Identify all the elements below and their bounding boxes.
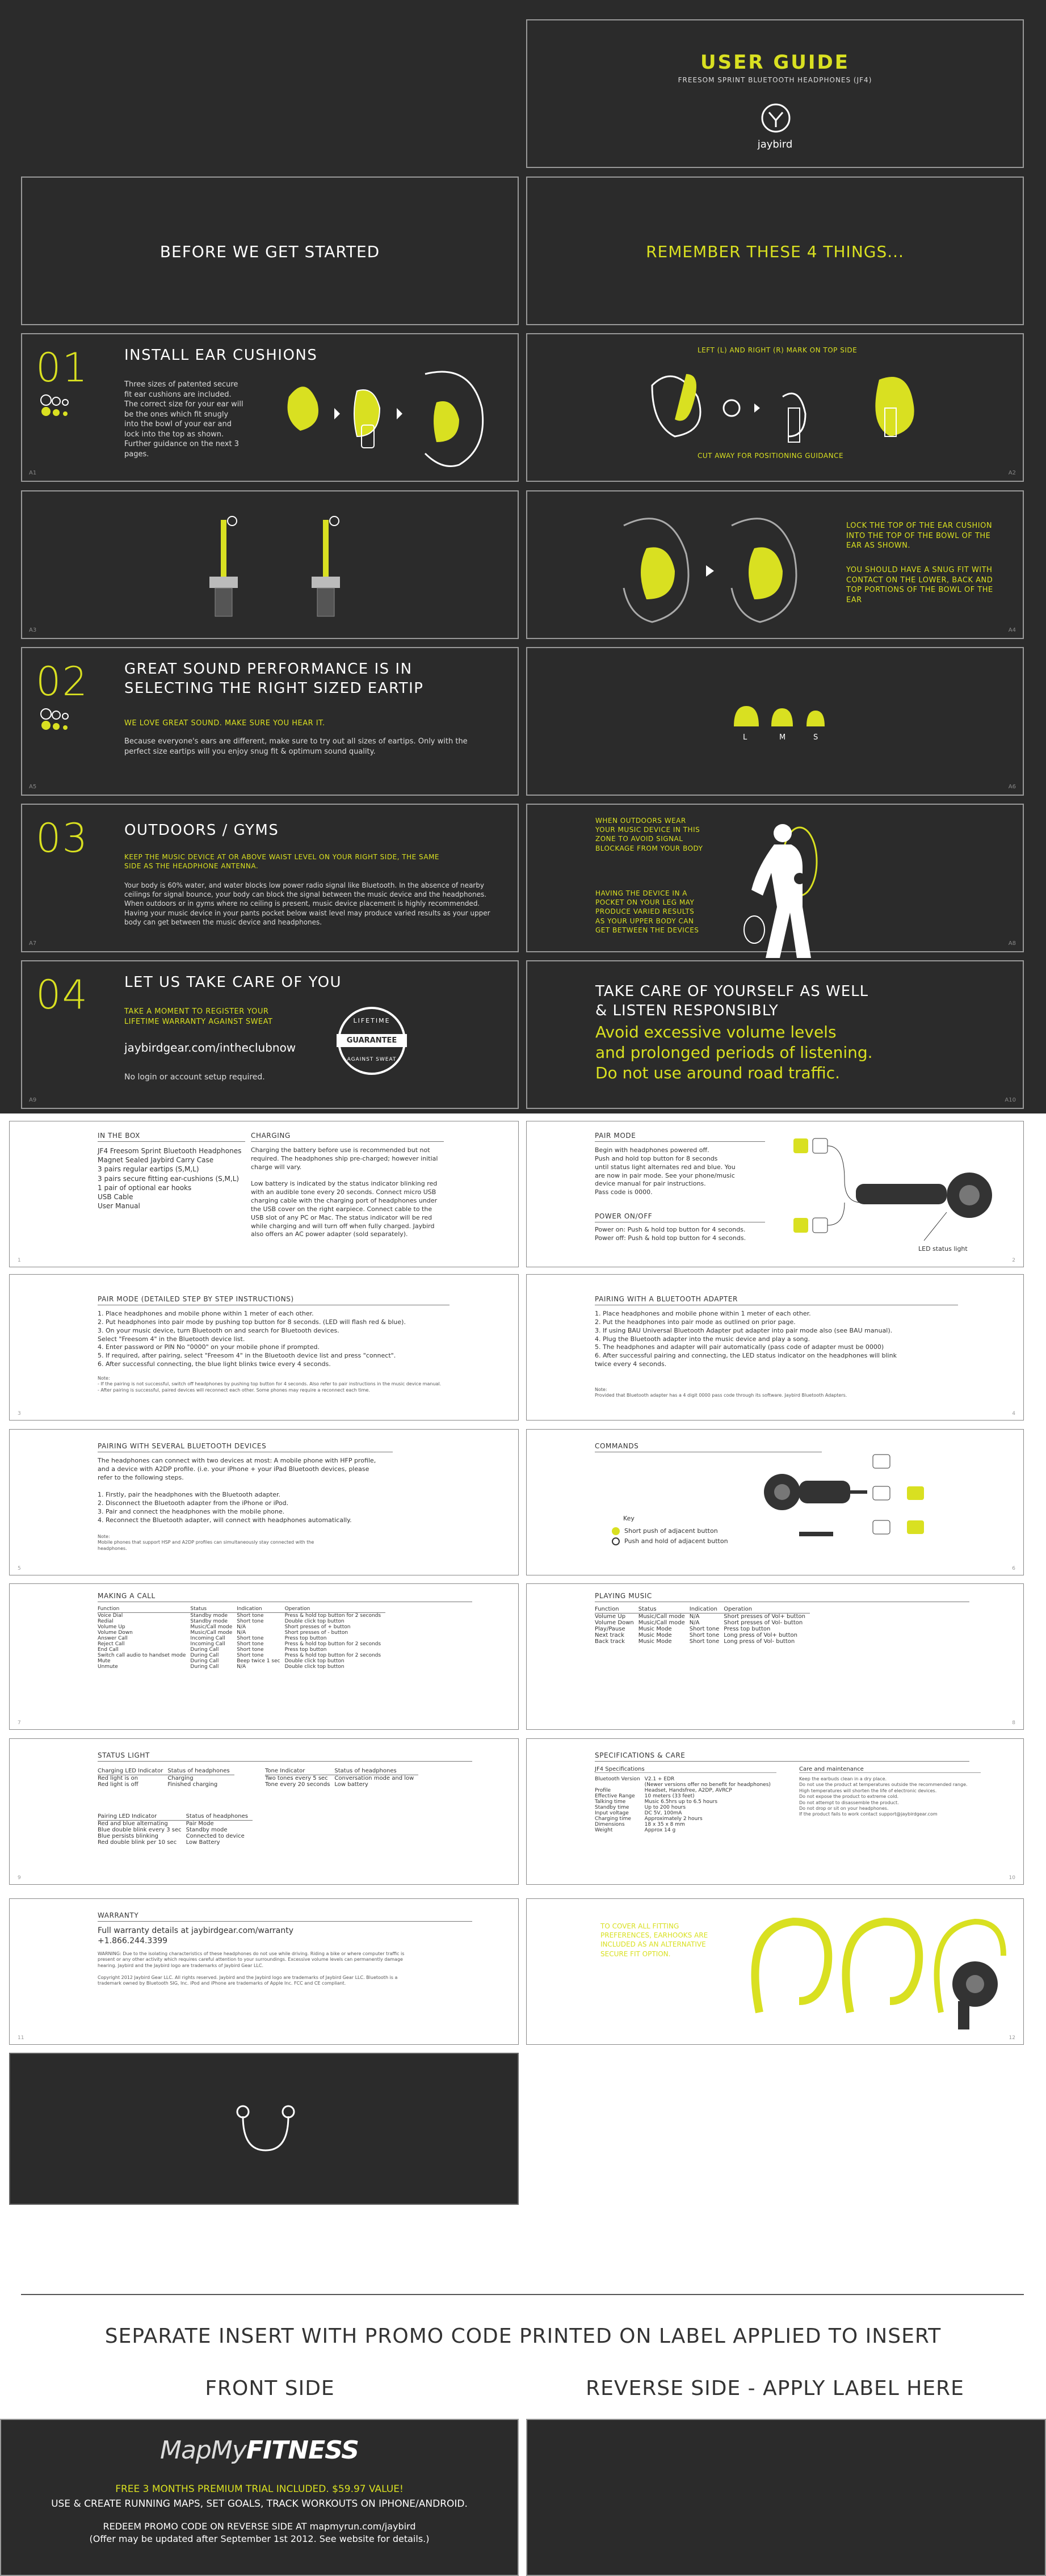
fit-note-2: YOU SHOULD HAVE A SNUG FIT WITH CONTACT ON THE LOWER, BACK AND TOP PORTIONS OF THE BOWL OF THE EAR xyxy=(846,566,993,604)
page-number: A4 xyxy=(1008,627,1016,633)
table-cell: End Call xyxy=(98,1647,119,1653)
reverse-side-label: REVERSE SIDE - APPLY LABEL HERE xyxy=(586,2377,964,2400)
table-cell: During Call xyxy=(190,1658,219,1664)
table-cell: Standby mode xyxy=(190,1619,228,1624)
section1b-panel xyxy=(21,490,519,639)
care-text: Keep the earbuds clean in a dry place. Do not use the product at temperatures outside the recommended range. High temperatures will shorten the life of electronic devices. Do not expose the product to extreme cold. Do not attempt to disassemble the product. Do not drop or sit on your headphones. If the product fails to work contact support@jaybirdgear.com xyxy=(799,1776,968,1817)
table-cell: Music Mode xyxy=(638,1638,672,1645)
col-header: Tone Indicator xyxy=(265,1767,334,1775)
table-cell: Press top button xyxy=(724,1626,771,1632)
table-cell: Answer Call xyxy=(98,1636,128,1641)
table-cell: Short presses of - button xyxy=(284,1630,348,1636)
table-row xyxy=(595,1638,810,1645)
charging-title: CHARGING xyxy=(251,1132,444,1142)
table-cell: Next track xyxy=(595,1632,624,1638)
table-cell: Bluetooth Version xyxy=(595,1776,640,1782)
table-cell: Incoming Call xyxy=(190,1641,225,1647)
table-cell: Beep twice 1 sec xyxy=(237,1658,280,1664)
fit-note-1: LOCK THE TOP OF THE EAR CUSHION INTO THE TOP OF THE BOWL OF THE EAR AS SHOWN. xyxy=(846,522,993,551)
page-number: A2 xyxy=(1008,470,1016,476)
col-header: Status of headphones xyxy=(167,1767,234,1775)
making-call-title: MAKING A CALL xyxy=(98,1592,472,1602)
table-cell: Double click top button xyxy=(284,1619,345,1624)
promo-line2: USE & CREATE RUNNING MAPS, SET GOALS, TRACK WORKOUTS ON IPHONE/ANDROID. xyxy=(51,2498,468,2510)
table-cell: Up to 200 hours xyxy=(644,1805,686,1810)
charging-led-table xyxy=(98,1767,234,1788)
earbud-side-diagram xyxy=(187,514,380,622)
table-cell: Headset, Handsfree, A2DP, AVRCP xyxy=(644,1788,732,1793)
runner-silhouette-diagram xyxy=(715,816,851,947)
page-number: 8 xyxy=(1012,1720,1015,1726)
cushion-sizes-icon xyxy=(39,390,73,418)
promo-line1: FREE 3 MONTHS PREMIUM TRIAL INCLUDED. $59.97 VALUE! xyxy=(115,2483,404,2495)
key-short-push: Short push of adjacent button xyxy=(624,1527,718,1535)
page-number: A9 xyxy=(29,1097,37,1103)
table-cell: Back track xyxy=(595,1638,625,1645)
table-cell: 10 meters (33 feet) xyxy=(644,1793,695,1799)
outdoor-note-1: WHEN OUTDOORS WEAR YOUR MUSIC DEVICE IN THIS ZONE TO AVOID SIGNAL BLOCKAGE FROM YOUR BODY xyxy=(595,817,703,852)
table-cell: Connected to device xyxy=(186,1833,245,1839)
table-cell: N/A xyxy=(237,1664,246,1670)
table-cell: Pair Mode xyxy=(186,1821,214,1827)
cover-logo-text: jaybird xyxy=(757,138,793,150)
col-header: Status xyxy=(638,1606,690,1613)
warranty-fine-print: WARNING: Due to the isolating characteristics of these headphones do not use while driving. Riding a bike or where computer traffic is present or any other activity which requires careful attention to your surroundings. Excessive volume levels can permanently damage hearing. Jaybird and the Jaybird logo are trademarks of Jaybird Gear LLC. Copyright 2012 Jaybird Gear LLC. All rights reserved. Jaybird and the Jaybird logo are trademarks of Jaybird Gear LLC. Bluetooth is a trademark owned by Bluetooth SIG, Inc. iPod and iPhone are trademarks of Apple Inc. FCC and CE compliant. xyxy=(98,1951,405,1986)
table-cell: Volume Up xyxy=(98,1624,125,1630)
table-cell: Red and blue alternating xyxy=(98,1821,168,1827)
several-devices-title: PAIRING WITH SEVERAL BLUETOOTH DEVICES xyxy=(98,1442,393,1452)
table-cell: Volume Down xyxy=(98,1630,133,1636)
responsible-line3: Avoid excessive volume levels xyxy=(595,1023,837,1041)
manual-page-4 xyxy=(526,1274,1024,1421)
table-row xyxy=(98,1630,385,1636)
remember-text: REMEMBER THESE 4 THINGS... xyxy=(646,242,904,261)
table-row xyxy=(595,1822,775,1827)
manual-page-1 xyxy=(9,1121,519,1267)
table-row xyxy=(595,1626,810,1632)
eartip-sizes-icon xyxy=(39,704,73,732)
table-cell: During Call xyxy=(190,1664,219,1670)
table-cell: During Call xyxy=(190,1647,219,1653)
playing-music-title: PLAYING MUSIC xyxy=(595,1592,969,1602)
table-row xyxy=(595,1776,775,1782)
table-row xyxy=(595,1632,810,1638)
table-cell: Red light is on xyxy=(98,1775,138,1781)
table-cell: Voice Dial xyxy=(98,1613,123,1619)
pair-detailed-note: Note: - If the pairing is not successful, switch off headphones by pushing top button for 4 seconds. Also refer to pair instructions in the music device manual. - After pairing is successful, paired devices will reconnect each other. Some phones may require a reconnect each time. xyxy=(98,1376,442,1393)
section1-title: INSTALL EAR CUSHIONS xyxy=(124,347,318,364)
section3-panel xyxy=(21,804,519,952)
page-number: A1 xyxy=(29,470,37,476)
table-cell: Music 6.5hrs up to 6.5 hours xyxy=(644,1799,718,1805)
table-cell: Short tone xyxy=(689,1638,720,1645)
col-header: Function xyxy=(98,1606,190,1613)
table-cell: Low battery xyxy=(334,1781,368,1788)
table-cell: During Call xyxy=(190,1653,219,1658)
table-cell: N/A xyxy=(237,1630,246,1636)
manual-page-9 xyxy=(9,1738,519,1885)
page-number: A3 xyxy=(29,627,37,633)
table-cell: Short tone xyxy=(237,1653,264,1658)
table-cell: Volume Up xyxy=(595,1613,626,1620)
table-cell: Press top button xyxy=(284,1647,327,1653)
tone-indicator-table xyxy=(265,1767,418,1788)
section2-panel xyxy=(21,647,519,796)
col-header: Operation xyxy=(285,1606,385,1613)
table-cell: Short tone xyxy=(237,1636,264,1641)
section1-panel xyxy=(21,333,519,482)
section1b-right-panel xyxy=(526,490,1024,639)
table-cell: Switch call audio to handset mode xyxy=(98,1653,186,1658)
page-number: A6 xyxy=(1008,784,1016,790)
cover-panel xyxy=(526,19,1024,168)
col-header: Function xyxy=(595,1606,638,1613)
manual-page-2 xyxy=(526,1121,1024,1267)
specs-table xyxy=(595,1776,775,1833)
badge-mid-text: GUARANTEE xyxy=(337,1034,407,1047)
table-cell: Reject Call xyxy=(98,1641,125,1647)
table-cell: Short tone xyxy=(689,1632,720,1638)
table-cell: Music Mode xyxy=(638,1626,672,1632)
pair-detailed-title: PAIR MODE (DETAILED STEP BY STEP INSTRUCTIONS) xyxy=(98,1295,450,1305)
section3-title: OUTDOORS / GYMS xyxy=(124,822,279,839)
jaybird-logo-icon xyxy=(759,101,793,135)
table-row xyxy=(595,1613,810,1620)
table-cell: Press & hold top button for 2 seconds xyxy=(284,1653,381,1658)
manual-page-10 xyxy=(526,1738,1024,1885)
front-side-label: FRONT SIDE xyxy=(205,2377,335,2400)
table-row xyxy=(98,1658,385,1664)
earhooks-diagram xyxy=(737,1910,1009,2035)
table-cell: V2.1 + EDR xyxy=(644,1776,675,1782)
table-cell: Music Mode xyxy=(638,1632,672,1638)
table-cell: Charging time xyxy=(595,1816,631,1822)
pairing-led-table xyxy=(98,1813,253,1846)
table-cell: Incoming Call xyxy=(190,1636,225,1641)
responsible-line1: TAKE CARE OF YOURSELF AS WELL xyxy=(595,983,869,1000)
table-cell: Music/Call mode xyxy=(638,1613,685,1620)
table-row xyxy=(595,1816,775,1822)
eartip-l-icon xyxy=(733,705,760,728)
table-cell: Effective Range xyxy=(595,1793,635,1799)
page-number: 12 xyxy=(1009,2035,1015,2041)
table-cell: Weight xyxy=(595,1827,613,1833)
pair-mode-text: Begin with headphones powered off. Push and hold top button for 8 seconds until status light alternates red and blue. You are now in pair mode. See your phone/music device manual for pair instructions. Pass code is 0000. xyxy=(595,1146,736,1196)
several-devices-intro: The headphones can connect with two devices at most: A mobile phone with HFP profile, and a device with A2DP profile. (i.e. your iPhone + your iPad Bluetooth devices, please refer to the following steps. xyxy=(98,1457,376,1481)
table-cell: Standby mode xyxy=(186,1827,228,1833)
eartip-s-icon xyxy=(805,709,826,728)
adapter-steps: 1. Place headphones and mobile phone within 1 meter of each other. 2. Put the headphones into pair mode as outlined on prior page. 3. If using BAU Universal Bluetooth Adapter put adapter into pair mode also (see BAU manual). 4. Plug the Bluetooth adapter into the music device and play a song. 5. The headphones and adapter will pair automatically (pass code of adapter must be 0000) 6. After successful pairing and connecting, the LED status indicator on the headphones will blink twice every 4 seconds. xyxy=(595,1310,897,1368)
page-number: A8 xyxy=(1008,940,1016,947)
section3-number: 03 xyxy=(36,815,89,862)
promo-line4: (Offer may be updated after September 1st 2012. See website for details.) xyxy=(89,2533,430,2544)
ear-fit-diagram xyxy=(612,509,817,628)
section3-right-panel xyxy=(526,804,1024,952)
specs-title: SPECIFICATIONS & CARE xyxy=(595,1751,969,1762)
col-header: Status xyxy=(190,1606,237,1613)
insert-front-panel xyxy=(0,2419,519,2576)
charging-text: Charging the battery before use is recommended but not required. The headphones ship pre-charged; however initial charge will vary. Low battery is indicated by the status indicator blinking red with an audible tone every 20 seconds. Connect micro USB charging cable with the charging port of headphones under the USB cover on the right earpiece. Connect cable to the USB slot of any PC or Mac. The status indicator will be red while charging and will turn off when fully charged. Jaybird also offers an AC power adapter (sold separately). xyxy=(251,1146,438,1238)
insert-title: SEPARATE INSERT WITH PROMO CODE PRINTED ON LABEL APPLIED TO INSERT xyxy=(104,2325,942,2348)
table-cell: Double click top button xyxy=(284,1658,345,1664)
table-cell: Low Battery xyxy=(186,1839,220,1846)
mapmyfitness-logo xyxy=(1,2436,518,2465)
table-cell: Standby time xyxy=(595,1805,629,1810)
status-light-title: STATUS LIGHT xyxy=(98,1751,472,1762)
insert-divider xyxy=(21,2294,1024,2295)
manual-page-11 xyxy=(9,1898,519,2045)
table-row xyxy=(98,1624,385,1630)
playing-music-table xyxy=(595,1606,810,1645)
pair-detailed-steps: 1. Place headphones and mobile phone within 1 meter of each other. 2. Put headphones into pair mode by pushing top button for 8 seconds. (LED will flash red & blue). 3. On your music device, turn Bluetooth on and search for Bluetooth devices. Select "Freesom 4" in the Bluetooth device list. 4. Enter password or PIN No "0000" on your mobile phone if prompted. 5. If required, after pairing, select "Freesom 4" in the Bluetooth device list and press "connect". 6. After successful connecting, the blue light blinks twice every 4 seconds. xyxy=(98,1310,406,1368)
table-row xyxy=(98,1641,385,1647)
table-cell: Short tone xyxy=(689,1626,720,1632)
table-cell: Short tone xyxy=(237,1619,264,1624)
page-number: 7 xyxy=(18,1720,21,1726)
push-hold-icon xyxy=(612,1537,620,1545)
section4-sub-line2: LIFETIME WARRANTY AGAINST SWEAT xyxy=(124,1018,273,1026)
manual-page-12 xyxy=(526,1898,1024,2045)
badge-top-text: LIFETIME xyxy=(353,1017,390,1024)
section4-number: 04 xyxy=(36,972,89,1018)
section1-right-panel xyxy=(526,333,1024,482)
power-title: POWER ON/OFF xyxy=(595,1212,765,1222)
page-number: 11 xyxy=(18,2035,24,2041)
responsible-line4: and prolonged periods of listening. xyxy=(595,1043,873,1062)
section2-subtitle: WE LOVE GREAT SOUND. MAKE SURE YOU HEAR IT. xyxy=(124,719,325,728)
earhooks-text: TO COVER ALL FITTING PREFERENCES, EARHOOKS ARE INCLUDED AS AN ALTERNATIVE SECURE FIT OPTION. xyxy=(600,1922,708,1958)
key-push-hold: Push and hold of adjacent button xyxy=(624,1537,728,1545)
size-label-s: S xyxy=(813,733,818,742)
section4-sub-line1: TAKE A MOMENT TO REGISTER YOUR xyxy=(124,1007,269,1016)
several-devices-note: Note: Mobile phones that support HSP and A2DP profiles can simultaneously stay connected with the headphones. xyxy=(98,1534,314,1551)
table-row xyxy=(595,1827,775,1833)
page-number: A7 xyxy=(29,940,37,947)
page-number: A5 xyxy=(29,784,37,790)
in-the-box-title: IN THE BOX xyxy=(98,1132,245,1142)
commands-key-label: Key xyxy=(623,1515,635,1522)
manual-page-6 xyxy=(526,1429,1024,1575)
table-cell: Short presses of Vol- button xyxy=(724,1620,803,1626)
section4-panel xyxy=(21,960,519,1109)
table-cell: (Newer versions offer no benefit for headphones) xyxy=(644,1782,771,1788)
page-number: 6 xyxy=(1012,1566,1015,1571)
page-number: A10 xyxy=(1005,1097,1016,1103)
commands-diagram xyxy=(737,1447,964,1560)
table-cell: Short tone xyxy=(237,1647,264,1653)
table-cell: Long press of Vol+ button xyxy=(724,1632,797,1638)
section4-right-panel xyxy=(526,960,1024,1109)
table-row xyxy=(595,1620,810,1626)
table-cell: Talking time xyxy=(595,1799,626,1805)
table-cell: Conversation mode and low xyxy=(334,1775,414,1781)
table-cell: Input voltage xyxy=(595,1810,629,1816)
table-cell: Short tone xyxy=(237,1613,264,1619)
section2-number: 02 xyxy=(36,658,89,705)
responsible-line2: & LISTEN RESPONSIBLY xyxy=(595,1002,779,1019)
table-cell: Music/Call mode xyxy=(190,1630,233,1636)
manual-page-5 xyxy=(9,1429,519,1575)
table-row xyxy=(98,1647,385,1653)
brand-part-b: FITNESS xyxy=(246,2436,359,2465)
table-cell: Short tone xyxy=(237,1641,264,1647)
table-cell: Profile xyxy=(595,1788,611,1793)
before-panel xyxy=(21,177,519,325)
section1-body: Three sizes of patented secure fit ear cushions are included. The correct size for your ear will be the ones which fit snugly into the bowl of your ear and lock into the top as shown. Further guidance on the next 3 pages. xyxy=(124,380,243,459)
table-cell: Finished charging xyxy=(167,1781,218,1788)
table-row xyxy=(98,1653,385,1658)
section2-right-panel xyxy=(526,647,1024,796)
section4-footnote: No login or account setup required. xyxy=(124,1073,265,1082)
section4-title: LET US TAKE CARE OF YOU xyxy=(124,974,342,991)
table-cell: Play/Pause xyxy=(595,1626,625,1632)
col-header: Status of headphones xyxy=(186,1813,253,1821)
care-title: Care and maintenance xyxy=(799,1766,981,1773)
page-number: 2 xyxy=(1012,1258,1015,1263)
warranty-phone: +1.866.244.3399 xyxy=(98,1936,168,1945)
table-cell: Approx 14 g xyxy=(644,1827,676,1833)
table-cell: Red double blink per 10 sec xyxy=(98,1839,177,1846)
section3-subtitle: KEEP THE MUSIC DEVICE AT OR ABOVE WAIST LEVEL ON YOUR RIGHT SIDE, THE SAME SIDE AS THE HEADPHONE ANTENNA. xyxy=(124,853,440,871)
table-cell: Long press of Vol- button xyxy=(724,1638,795,1645)
table-cell: Double click top button xyxy=(284,1664,345,1670)
cover-subtitle: FREESOM SPRINT BLUETOOTH HEADPHONES (JF4) xyxy=(678,76,872,84)
table-cell: Press top button xyxy=(284,1636,327,1641)
table-row xyxy=(595,1810,775,1816)
lifetime-guarantee-badge xyxy=(338,1007,406,1075)
cutaway-note: CUT AWAY FOR POSITIONING GUIDANCE xyxy=(698,452,844,460)
before-text: BEFORE WE GET STARTED xyxy=(159,242,380,261)
short-push-icon xyxy=(612,1527,620,1535)
table-cell: Volume Down xyxy=(595,1620,634,1626)
table-cell: N/A xyxy=(689,1613,700,1620)
promo-line3: REDEEM PROMO CODE ON REVERSE SIDE AT mapmyrun.com/jaybird xyxy=(103,2521,416,2532)
back-cover-panel xyxy=(9,2053,519,2205)
remember-panel xyxy=(526,177,1024,325)
section3-body: Your body is 60% water, and water blocks low power radio signal like Bluetooth. In the absence of nearby ceilings for signal bounce, your body can block the signal between the music device and the headphones. When outdoors or in gyms where no ceiling is present, music device placement is highly recommended. Having your music device in your pants pocket below waist level may produce varied results as your upper body can get between the music device and headphones. xyxy=(124,881,490,926)
making-call-table xyxy=(98,1606,385,1670)
warranty-title: WARRANTY xyxy=(98,1911,472,1922)
table-row xyxy=(98,1664,385,1670)
table-cell: Dimensions xyxy=(595,1822,625,1827)
responsible-line5: Do not use around road traffic. xyxy=(595,1064,841,1082)
table-cell: N/A xyxy=(689,1620,700,1626)
eartip-m-icon xyxy=(770,707,794,728)
table-cell: Short presses of + button xyxy=(284,1624,351,1630)
table-cell: Unmute xyxy=(98,1664,118,1670)
adapter-title: PAIRING WITH A BLUETOOTH ADAPTER xyxy=(595,1295,958,1305)
headphone-controls-diagram xyxy=(776,1127,1015,1263)
adapter-note: Note: Provided that Bluetooth adapter has a 4 digit 0000 pass code through its software. Jaybird Bluetooth Adapters. xyxy=(595,1387,847,1398)
table-cell: Press & hold top button for 2 seconds xyxy=(284,1641,381,1647)
manual-page-3 xyxy=(9,1274,519,1421)
cushion-cutaway-diagram xyxy=(641,363,936,442)
size-label-l: L xyxy=(743,733,747,742)
col-header: Indication xyxy=(690,1606,724,1613)
table-cell: Two tones every 5 sec xyxy=(265,1775,328,1781)
table-cell: N/A xyxy=(237,1624,246,1630)
table-cell: Charging xyxy=(167,1775,194,1781)
table-row xyxy=(595,1799,775,1805)
outdoor-note-2: HAVING THE DEVICE IN A POCKET ON YOUR LEG MAY PRODUCE VARIED RESULTS AS YOUR UPPER BODY CAN GET BETWEEN THE DEVICES xyxy=(595,889,699,934)
table-cell: DC 5V, 100mA xyxy=(644,1810,682,1816)
table-cell xyxy=(595,1782,645,1788)
table-row xyxy=(595,1793,775,1799)
badge-bottom-text: AGAINST SWEAT xyxy=(347,1057,397,1062)
table-row xyxy=(595,1805,775,1810)
section2-title-line1: GREAT SOUND PERFORMANCE IS IN xyxy=(124,661,413,678)
manual-page-7 xyxy=(9,1583,519,1730)
specs-subtitle: JF4 Specifications xyxy=(595,1766,776,1773)
insert-reverse-panel xyxy=(526,2419,1046,2576)
table-row xyxy=(595,1782,775,1788)
several-devices-steps: 1. Firstly, pair the headphones with the Bluetooth adapter. 2. Disconnect the Bluetooth adapter from the iPhone or iPod. 3. Pair and connect the headphones with the mobile phone. 4. Reconnect the Bluetooth adapter, will connect with headphones automatically. xyxy=(98,1491,352,1524)
section1-number: 01 xyxy=(36,344,89,391)
table-cell: Redial xyxy=(98,1619,114,1624)
earbuds-cable-icon xyxy=(232,2099,300,2162)
table-cell: Tone every 20 seconds xyxy=(265,1781,330,1788)
table-cell: Press & hold top button for 2 seconds xyxy=(284,1613,381,1619)
section2-body: Because everyone's ears are different, make sure to try out all sizes of eartips. Only with the perfect size eartips will you enjoy snug fit & optimum sound quality. xyxy=(124,737,468,756)
page-number: 4 xyxy=(1012,1411,1015,1417)
manual-page-8 xyxy=(526,1583,1024,1730)
col-header: Pairing LED Indicator xyxy=(98,1813,186,1821)
col-header: Indication xyxy=(237,1606,284,1613)
page-number: 1 xyxy=(18,1258,21,1263)
pair-mode-title: PAIR MODE xyxy=(595,1132,765,1142)
power-text: Power on: Push & hold top button for 4 seconds. Power off: Push & hold top button for 4 seconds. xyxy=(595,1226,746,1242)
lr-mark-note: LEFT (L) AND RIGHT (R) MARK ON TOP SIDE xyxy=(698,346,858,354)
table-row xyxy=(595,1788,775,1793)
section2-title-line2: SELECTING THE RIGHT SIZED EARTIP xyxy=(124,680,424,697)
page-number: 5 xyxy=(18,1566,21,1571)
warranty-url-link[interactable]: jaybirdgear.com/intheclubnow xyxy=(124,1041,296,1054)
brand-part-a: MapMy xyxy=(160,2436,246,2465)
table-cell: Blue double blink every 3 sec xyxy=(98,1827,182,1833)
table-cell: 18 x 35 x 8 mm xyxy=(644,1822,685,1827)
in-the-box-list: JF4 Freesom Sprint Bluetooth Headphones Magnet Sealed Jaybird Carry Case 3 pairs regular eartips (S,M,L) 3 pairs secure fitting ear-cushions (S,M,L) 1 pair of optional ear hooks USB Cable User Manual xyxy=(98,1147,242,1211)
col-header: Status of headphones xyxy=(334,1767,418,1775)
page-number: 9 xyxy=(18,1875,21,1881)
table-row xyxy=(98,1619,385,1624)
led-status-label: LED status light xyxy=(918,1245,968,1253)
cover-title: USER GUIDE xyxy=(700,51,850,74)
table-row xyxy=(98,1613,385,1619)
table-cell: Short presses of Vol+ button xyxy=(724,1613,805,1620)
page-number: 10 xyxy=(1009,1875,1015,1881)
table-cell: Approximately 2 hours xyxy=(644,1816,703,1822)
commands-title: COMMANDS xyxy=(595,1442,822,1452)
col-header: Operation xyxy=(724,1606,810,1613)
table-cell: Music/Call mode xyxy=(190,1624,233,1630)
col-header: Charging LED Indicator xyxy=(98,1767,167,1775)
table-cell: Blue persists blinking xyxy=(98,1833,158,1839)
table-cell: Red light is off xyxy=(98,1781,138,1788)
table-row xyxy=(98,1636,385,1641)
size-label-m: M xyxy=(779,733,786,742)
table-cell: Music/Call mode xyxy=(638,1620,685,1626)
table-cell: Mute xyxy=(98,1658,111,1664)
page-number: 3 xyxy=(18,1411,21,1417)
warranty-url[interactable]: Full warranty details at jaybirdgear.com/warranty xyxy=(98,1926,294,1935)
table-cell: Standby mode xyxy=(190,1613,228,1619)
ear-cushion-install-diagram xyxy=(272,357,510,470)
